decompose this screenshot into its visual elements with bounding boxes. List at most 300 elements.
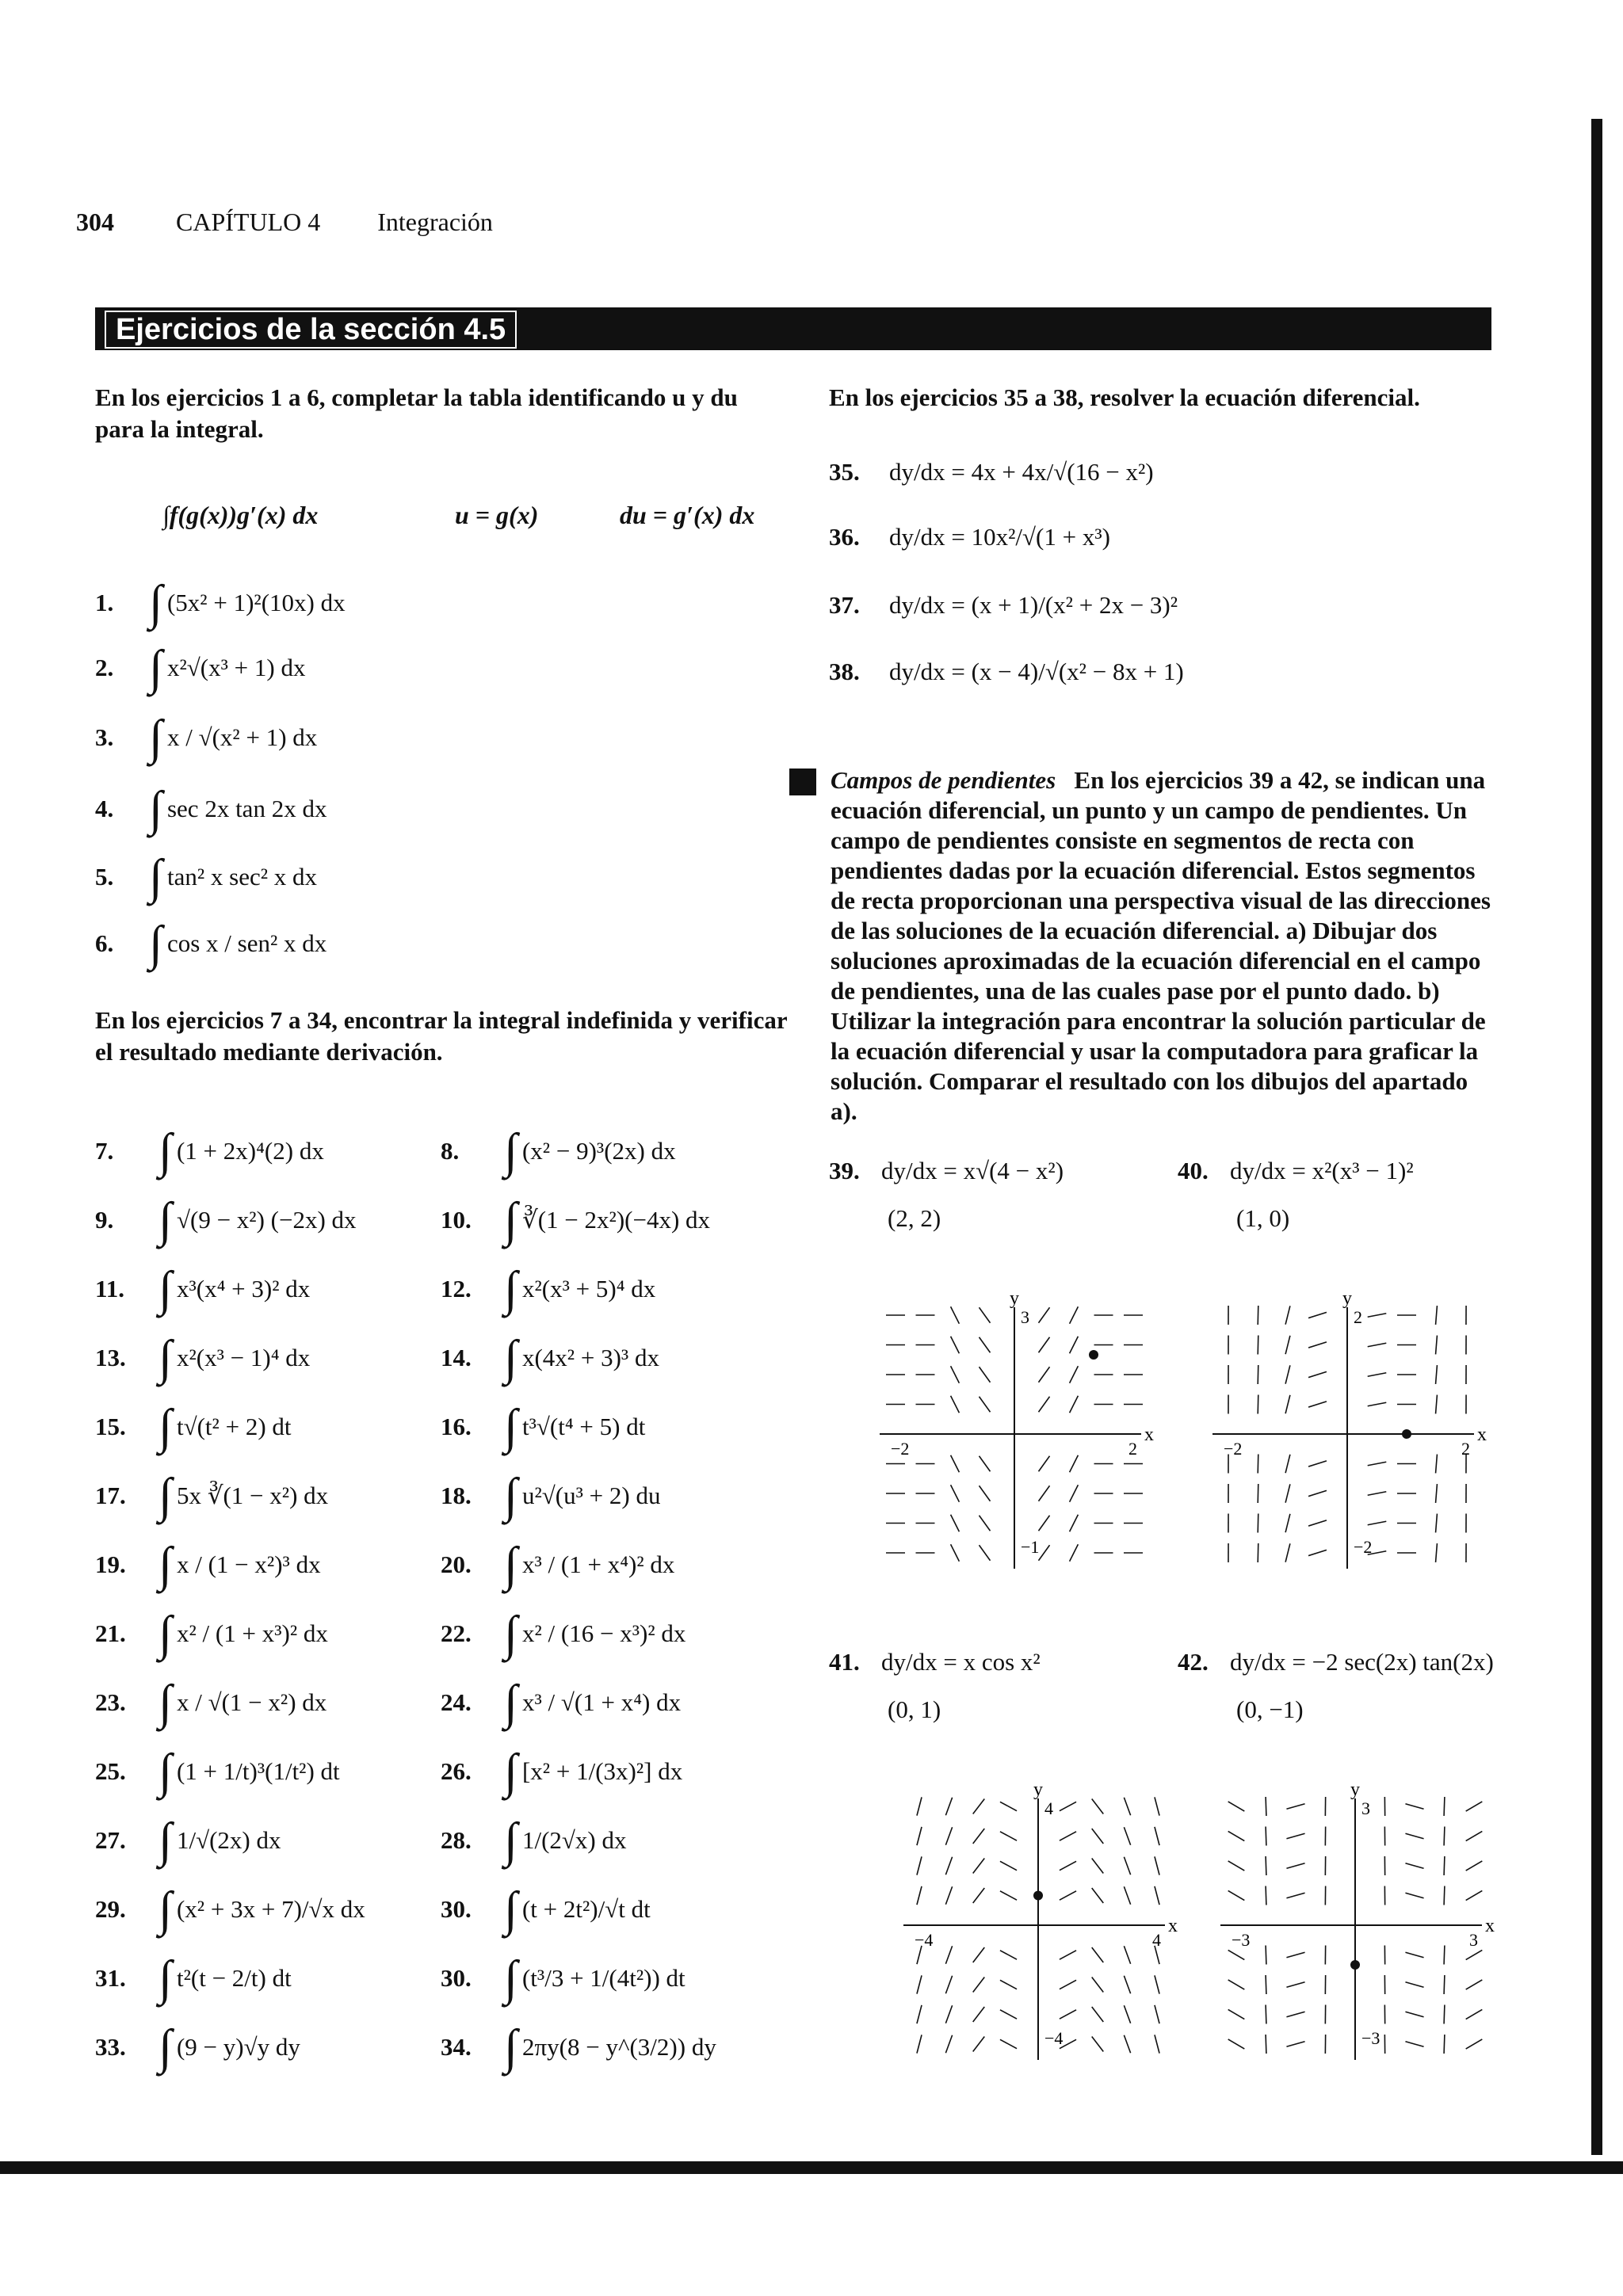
exercise-expression: dy/dx = x²(x³ − 1)² bbox=[1230, 1157, 1414, 1184]
exercise-item bbox=[441, 1676, 682, 1730]
integral-sign: ∫ bbox=[158, 1400, 172, 1454]
slope-segment bbox=[945, 1886, 952, 1905]
slope-segment bbox=[1000, 1980, 1017, 1989]
exercise-expression: (5x² + 1)²(10x) dx bbox=[166, 589, 346, 616]
slope-segment bbox=[1038, 1397, 1049, 1412]
slope-segment bbox=[945, 1798, 952, 1816]
exercise-expression: 1/(2√x) dx bbox=[521, 1826, 627, 1854]
exercise-item bbox=[95, 711, 318, 765]
slope-segment bbox=[1285, 1514, 1290, 1532]
exercise-item bbox=[441, 1747, 682, 1796]
slope-segment bbox=[1285, 1336, 1290, 1354]
exercise-item bbox=[95, 1676, 327, 1730]
exercise-expression: cos x / sen² x dx bbox=[166, 929, 327, 957]
slope-segment bbox=[1368, 1462, 1387, 1466]
exercise-expression: x³ / (1 + x⁴)² dx bbox=[521, 1550, 675, 1578]
slope-segment bbox=[1466, 2039, 1483, 2049]
slope-segment bbox=[1228, 1802, 1245, 1811]
slope-segment bbox=[951, 1455, 960, 1472]
integral-sign: ∫ bbox=[158, 1262, 172, 1316]
exercise-number: 26. bbox=[441, 1757, 472, 1785]
slope-segment bbox=[1285, 1395, 1290, 1413]
integral-sign: ∫ bbox=[504, 1882, 517, 1936]
slope-segment bbox=[1070, 1366, 1079, 1383]
tick-label-x-right: 4 bbox=[1152, 1930, 1161, 1950]
slope-segment bbox=[1092, 1947, 1104, 1962]
slope-field-graph bbox=[1205, 1291, 1490, 1577]
slope-segment bbox=[1060, 2010, 1076, 2019]
slope-segment bbox=[1070, 1515, 1079, 1531]
slope-segment bbox=[951, 1485, 960, 1501]
slope-segment bbox=[917, 1827, 922, 1845]
slope-segment bbox=[1405, 2042, 1423, 2047]
slope-segment bbox=[1155, 1886, 1159, 1905]
exercise-expression: dy/dx = (x − 4)/√(x² − 8x + 1) bbox=[889, 658, 1184, 685]
exercise-expression: 1/√(2x) dx bbox=[176, 1826, 281, 1854]
exercise-expression: x / (1 − x²)³ dx bbox=[176, 1550, 321, 1578]
tick-label-x-right: 3 bbox=[1469, 1930, 1478, 1950]
integral-sign: ∫ bbox=[504, 2020, 517, 2074]
slope-field-text: En los ejercicios 39 a 42, se indican una ecuación diferencial, un punto y un campo de pendientes. Un campo de pendientes consiste en segmentos de recta con pendientes dadas por la ecuación diferencial. Estos segmentos de recta proporcionan una perspectiva visual de las direcciones de las soluciones de la ecuación diferencial. a) Dibujar dos soluciones aproximadas de la ecuación diferencial en el campo de pendientes, una de las cuales pase por el punto dado. b) Utilizar la integración para encontrar la solución particular de la ecuación diferencial y usar la computadora para graficar la solución. Comparar el resultado con los dibujos del apartado a). bbox=[831, 766, 1491, 1125]
slope-segment bbox=[1092, 1858, 1104, 1873]
slope-segment bbox=[1155, 2005, 1159, 2023]
slope-segment bbox=[1405, 1952, 1423, 1958]
exercise-number: 39. bbox=[829, 1157, 860, 1184]
slope-segment bbox=[945, 1976, 952, 1994]
slope-segment bbox=[1436, 1395, 1438, 1414]
slope-segment bbox=[973, 1829, 985, 1844]
initial-point: (2, 2) bbox=[888, 1204, 941, 1232]
exercise-expression: (1 + 2x)⁴(2) dx bbox=[176, 1137, 324, 1165]
slope-segment bbox=[973, 1888, 985, 1903]
slope-segment bbox=[1000, 2039, 1017, 2048]
slope-segment bbox=[1038, 1516, 1049, 1531]
exercise-number: 10. bbox=[441, 1206, 472, 1234]
page-edge-right bbox=[1591, 119, 1602, 2155]
integral-sign: ∫ bbox=[158, 1882, 172, 1936]
slope-segment bbox=[1228, 2039, 1245, 2049]
tick-label-y-bottom: −4 bbox=[1044, 2028, 1064, 2048]
slope-field-graph bbox=[1212, 1783, 1498, 2068]
tick-label-y-top: 3 bbox=[1021, 1307, 1029, 1327]
exercise-expression: 2πy(8 − y^(3/2)) dy bbox=[521, 2033, 716, 2061]
slope-segment bbox=[1124, 1976, 1130, 1994]
exercise-number: 8. bbox=[441, 1137, 460, 1165]
integral-sign: ∫ bbox=[504, 1193, 517, 1247]
slope-segment bbox=[1444, 1946, 1445, 1965]
integral-sign: ∫ bbox=[158, 2020, 172, 2074]
integral-sign: ∫ bbox=[149, 711, 162, 765]
exercise-number: 13. bbox=[95, 1344, 126, 1371]
exercise-item bbox=[95, 1747, 340, 1796]
slope-segment bbox=[1466, 1861, 1483, 1871]
slope-segment bbox=[979, 1516, 990, 1531]
exercise-number: 42. bbox=[1178, 1648, 1209, 1676]
slope-segment bbox=[1466, 1890, 1483, 1900]
tick-label-x-right: 2 bbox=[1128, 1439, 1137, 1459]
table-header-du: du = g′(x) dx bbox=[620, 501, 755, 529]
exercise-item bbox=[829, 658, 1184, 686]
slope-segment bbox=[1070, 1337, 1079, 1353]
slope-segment bbox=[1308, 1312, 1327, 1318]
slope-segment bbox=[1070, 1306, 1079, 1323]
exercise-expression: t√(t² + 2) dt bbox=[176, 1413, 292, 1440]
slope-segment bbox=[1092, 2007, 1104, 2022]
y-axis-label: y bbox=[1010, 1291, 1019, 1309]
exercise-number: 19. bbox=[95, 1550, 126, 1578]
integral-sign: ∫ bbox=[504, 1331, 517, 1385]
slope-segment bbox=[1466, 1831, 1483, 1840]
exercise-item bbox=[441, 1400, 646, 1454]
exercise-number: 12. bbox=[441, 1275, 472, 1302]
slope-segment bbox=[1228, 1861, 1245, 1871]
exercise-item bbox=[441, 2020, 716, 2074]
integral-sign: ∫ bbox=[158, 1814, 172, 1867]
exercise-expression: dy/dx = 4x + 4x/√(16 − x²) bbox=[889, 458, 1154, 486]
slope-segment bbox=[973, 1977, 985, 1992]
slope-segment bbox=[1228, 1890, 1245, 1900]
exercise-expression: x² / (16 − x³)² dx bbox=[521, 1619, 686, 1647]
exercise-item bbox=[95, 1124, 324, 1178]
instructions-1-6: En los ejercicios 1 a 6, completar la tabla identificando u y du para la integral. bbox=[95, 383, 738, 443]
exercise-expression: dy/dx = 10x²/√(1 + x³) bbox=[889, 523, 1110, 551]
exercise-expression: (x² − 9)³(2x) dx bbox=[521, 1137, 676, 1165]
slope-segment bbox=[973, 1798, 985, 1814]
integral-sign: ∫ bbox=[149, 782, 162, 836]
given-point-marker bbox=[1350, 1960, 1360, 1970]
slope-segment bbox=[1436, 1365, 1438, 1384]
slope-segment bbox=[1038, 1486, 1049, 1501]
slope-segment bbox=[1092, 1888, 1104, 1903]
exercise-number: 2. bbox=[95, 654, 114, 681]
slope-segment bbox=[1436, 1543, 1438, 1562]
slope-segment bbox=[945, 1827, 952, 1845]
exercise-item bbox=[829, 458, 1154, 486]
tick-label-x-left: −2 bbox=[891, 1439, 910, 1459]
chapter-title: Integración bbox=[377, 208, 493, 236]
slope-segment bbox=[1308, 1461, 1327, 1466]
tick-label-y-top: 2 bbox=[1354, 1307, 1362, 1327]
slope-segment bbox=[1124, 1857, 1130, 1875]
integral-sign: ∫ bbox=[149, 850, 162, 904]
integral-sign: ∫ bbox=[158, 1951, 172, 2005]
exercise-number: 40. bbox=[1178, 1157, 1209, 1184]
exercise-number: 14. bbox=[441, 1344, 472, 1371]
exercise-number: 30. bbox=[441, 1895, 472, 1923]
exercise-expression: sec 2x tan 2x dx bbox=[166, 795, 327, 822]
slope-segment bbox=[1444, 1975, 1445, 1994]
slope-segment bbox=[979, 1545, 990, 1560]
tick-label-x-left: −2 bbox=[1224, 1439, 1243, 1459]
exercise-number: 3. bbox=[95, 723, 114, 751]
slope-segment bbox=[1070, 1485, 1079, 1501]
table-header-integral: ∫f(g(x))g′(x) dx bbox=[162, 501, 319, 529]
exercise-number: 36. bbox=[829, 523, 860, 551]
slope-segment bbox=[1368, 1521, 1387, 1525]
slope-segment bbox=[1308, 1550, 1327, 1555]
initial-point: (0, 1) bbox=[888, 1695, 941, 1723]
given-point-marker bbox=[1089, 1350, 1098, 1360]
exercise-item bbox=[441, 1193, 711, 1247]
exercise-number: 18. bbox=[441, 1482, 472, 1509]
slope-segment bbox=[979, 1307, 990, 1322]
slope-segment bbox=[1466, 1980, 1483, 1989]
exercise-expression: dy/dx = −2 sec(2x) tan(2x) bbox=[1230, 1648, 1494, 1676]
slope-segment bbox=[1308, 1371, 1327, 1377]
slope-segment bbox=[1070, 1544, 1079, 1561]
slope-segment bbox=[1124, 1798, 1130, 1816]
exercise-item bbox=[95, 917, 327, 971]
slope-segment bbox=[1308, 1342, 1327, 1348]
exercise-expression: 5x ∛(1 − x²) dx bbox=[176, 1482, 329, 1509]
slope-segment bbox=[1155, 1827, 1159, 1845]
slope-segment bbox=[1124, 2035, 1130, 2054]
exercise-item bbox=[829, 523, 1110, 551]
slope-segment bbox=[951, 1515, 960, 1531]
exercise-item bbox=[95, 1400, 292, 1454]
tick-label-y-bottom: −3 bbox=[1361, 2028, 1381, 2048]
slope-segment bbox=[1466, 2009, 1483, 2019]
exercise-item bbox=[95, 576, 346, 630]
exercise-number: 28. bbox=[441, 1826, 472, 1854]
slope-segment bbox=[1405, 1863, 1423, 1869]
tick-label-y-top: 4 bbox=[1044, 1798, 1053, 1818]
slope-segment bbox=[1286, 1893, 1304, 1898]
exercise-item bbox=[95, 1816, 281, 1865]
slope-segment bbox=[945, 2005, 952, 2023]
slope-segment bbox=[951, 1544, 960, 1561]
slope-segment bbox=[1286, 1863, 1304, 1869]
slope-segment bbox=[1070, 1455, 1079, 1472]
slope-segment bbox=[1070, 1396, 1079, 1413]
exercise-number: 5. bbox=[95, 863, 114, 891]
integral-sign: ∫ bbox=[504, 1745, 517, 1798]
integral-sign: ∫ bbox=[158, 1676, 172, 1730]
slope-segment bbox=[1405, 1982, 1423, 1988]
exercise-expression: (9 − y)√y dy bbox=[176, 2033, 300, 2061]
integral-sign: ∫ bbox=[149, 641, 162, 695]
exercise-number: 35. bbox=[829, 458, 860, 486]
exercise-expression: t³√(t⁴ + 5) dt bbox=[521, 1413, 646, 1440]
slope-segment bbox=[1155, 1975, 1159, 1993]
integral-sign: ∫ bbox=[504, 1951, 517, 2005]
slope-segment bbox=[1038, 1367, 1049, 1382]
exercise-expression: u²√(u³ + 2) du bbox=[521, 1482, 661, 1509]
tick-label-x-left: −3 bbox=[1232, 1930, 1251, 1950]
exercise-item bbox=[441, 1469, 661, 1523]
slope-segment bbox=[979, 1337, 990, 1352]
slope-segment bbox=[1000, 1861, 1017, 1870]
exercise-number: 38. bbox=[829, 658, 860, 685]
exercise-item bbox=[95, 641, 306, 695]
slope-segment bbox=[1092, 1798, 1104, 1814]
exercise-item bbox=[95, 1951, 292, 2005]
integral-sign: ∫ bbox=[504, 1124, 517, 1178]
slope-segment bbox=[979, 1486, 990, 1501]
exercise-number: 23. bbox=[95, 1688, 126, 1716]
page-edge-bottom bbox=[0, 2161, 1623, 2174]
slope-segment bbox=[973, 1858, 985, 1873]
slope-segment bbox=[1038, 1545, 1049, 1560]
slope-segment bbox=[1155, 1797, 1159, 1815]
exercise-item bbox=[829, 1648, 1041, 1676]
exercise-expression: x³ / √(1 + x⁴) dx bbox=[521, 1688, 682, 1716]
integral-sign: ∫ bbox=[158, 1538, 172, 1592]
slope-segment bbox=[1368, 1492, 1387, 1496]
slope-segment bbox=[917, 2005, 922, 2023]
slope-segment bbox=[1308, 1490, 1327, 1496]
integral-sign: ∫ bbox=[158, 1193, 172, 1247]
slope-segment bbox=[1444, 2005, 1445, 2024]
given-point-marker bbox=[1402, 1429, 1411, 1439]
exercise-item bbox=[441, 1882, 651, 1936]
exercise-number: 16. bbox=[441, 1413, 472, 1440]
exercise-item bbox=[1178, 1157, 1414, 1185]
slope-segment bbox=[1436, 1306, 1438, 1325]
slope-segment bbox=[1092, 1977, 1104, 1992]
exercise-number: 24. bbox=[441, 1688, 472, 1716]
slope-segment bbox=[1060, 1951, 1076, 1959]
slope-segment bbox=[917, 2035, 922, 2053]
slope-segment bbox=[1285, 1455, 1290, 1473]
slope-segment bbox=[1124, 1886, 1130, 1905]
exercise-number: 1. bbox=[95, 589, 114, 616]
slope-segment bbox=[1285, 1543, 1290, 1562]
slope-segment bbox=[1308, 1520, 1327, 1526]
exercise-item bbox=[95, 2020, 300, 2074]
slope-field-instructions bbox=[831, 765, 1496, 1127]
integral-sign: ∫ bbox=[158, 1607, 172, 1661]
instructions-7-34: En los ejercicios 7 a 34, encontrar la integral indefinida y verificar el resultado mediante derivación. bbox=[95, 1006, 788, 1066]
slope-segment bbox=[1000, 1802, 1017, 1810]
exercise-item bbox=[95, 1469, 329, 1523]
slope-segment bbox=[973, 1947, 985, 1962]
exercise-expression: x³(x⁴ + 3)² dx bbox=[176, 1275, 311, 1302]
exercise-number: 27. bbox=[95, 1826, 126, 1854]
section-marker-square bbox=[789, 769, 816, 795]
slope-segment bbox=[1436, 1514, 1438, 1533]
slope-segment bbox=[1124, 2005, 1130, 2023]
exercise-expression: x / √(x² + 1) dx bbox=[166, 723, 318, 751]
slope-segment bbox=[1060, 1832, 1076, 1840]
exercise-expression: x² / (1 + x³)² dx bbox=[176, 1619, 328, 1647]
x-axis-label: x bbox=[1168, 1916, 1178, 1936]
slope-segment bbox=[1436, 1336, 1438, 1355]
initial-point: (1, 0) bbox=[1236, 1204, 1290, 1232]
slope-segment bbox=[1436, 1455, 1438, 1474]
slope-segment bbox=[917, 1797, 922, 1815]
slope-field-graph bbox=[896, 1783, 1181, 2068]
integral-sign: ∫ bbox=[149, 917, 162, 971]
exercise-expression: (t + 2t²)/√t dt bbox=[521, 1895, 651, 1923]
slope-segment bbox=[1285, 1306, 1290, 1324]
slope-segment bbox=[1466, 1802, 1483, 1811]
integral-sign: ∫ bbox=[504, 1469, 517, 1523]
exercise-number: 37. bbox=[829, 591, 860, 619]
slope-segment bbox=[1060, 1980, 1076, 1989]
tick-label-y-bottom: −1 bbox=[1021, 1537, 1040, 1557]
slope-segment bbox=[1060, 1891, 1076, 1900]
exercise-item bbox=[95, 1193, 357, 1247]
slope-segment bbox=[917, 1886, 922, 1905]
exercise-number: 25. bbox=[95, 1757, 126, 1785]
exercise-number: 9. bbox=[95, 1206, 114, 1234]
exercise-number: 29. bbox=[95, 1895, 126, 1923]
integral-sign: ∫ bbox=[504, 1400, 517, 1454]
exercise-item bbox=[829, 1157, 1064, 1185]
slope-segment bbox=[1286, 1804, 1304, 1810]
exercise-number: 11. bbox=[95, 1275, 125, 1302]
exercise-expression: tan² x sec² x dx bbox=[166, 863, 318, 891]
exercise-item bbox=[441, 1264, 655, 1314]
y-axis-label: y bbox=[1350, 1783, 1360, 1800]
slope-segment bbox=[951, 1366, 960, 1383]
chapter-label: CAPÍTULO 4 bbox=[176, 208, 321, 236]
exercise-number: 21. bbox=[95, 1619, 126, 1647]
exercise-item bbox=[95, 1264, 310, 1314]
exercise-item bbox=[829, 591, 1178, 620]
slope-segment bbox=[1124, 1827, 1130, 1845]
exercise-number: 31. bbox=[95, 1964, 126, 1992]
slope-segment bbox=[1466, 1950, 1483, 1959]
slope-segment bbox=[1000, 1832, 1017, 1840]
y-axis-label: y bbox=[1033, 1783, 1043, 1800]
slope-segment bbox=[1444, 1856, 1445, 1875]
slope-segment bbox=[1038, 1456, 1049, 1471]
slope-segment bbox=[1444, 2035, 1445, 2054]
slope-segment bbox=[1000, 1951, 1017, 1959]
running-head bbox=[76, 208, 493, 237]
integral-sign: ∫ bbox=[504, 1262, 517, 1316]
slope-segment bbox=[1436, 1484, 1438, 1503]
slope-segment bbox=[1000, 2010, 1017, 2019]
slope-segment bbox=[917, 1856, 922, 1875]
slope-segment bbox=[973, 2007, 985, 2022]
slope-segment bbox=[1155, 2035, 1159, 2053]
table-header-u: u = g(x) bbox=[455, 501, 539, 529]
given-point-marker bbox=[1033, 1891, 1043, 1901]
exercise-item bbox=[95, 1538, 321, 1592]
exercise-item bbox=[441, 1607, 686, 1661]
slope-segment bbox=[1405, 2012, 1423, 2017]
exercise-expression: x²√(x³ + 1) dx bbox=[166, 654, 306, 681]
slope-segment bbox=[945, 1857, 952, 1875]
exercise-number: 41. bbox=[829, 1648, 860, 1676]
integral-sign: ∫ bbox=[504, 1538, 517, 1592]
exercise-number: 20. bbox=[441, 1550, 472, 1578]
exercise-number: 34. bbox=[441, 2033, 472, 2061]
integral-sign: ∫ bbox=[504, 1814, 517, 1867]
slope-segment bbox=[1444, 1886, 1445, 1905]
integral-sign: ∫ bbox=[158, 1124, 172, 1178]
slope-segment bbox=[1368, 1343, 1387, 1347]
tick-label-x-right: 2 bbox=[1461, 1439, 1470, 1459]
exercise-expression: √(9 − x²) (−2x) dx bbox=[176, 1206, 357, 1234]
exercise-number: 15. bbox=[95, 1413, 126, 1440]
slope-segment bbox=[1060, 1861, 1076, 1870]
slope-segment bbox=[1444, 1827, 1445, 1846]
exercise-item bbox=[95, 1607, 328, 1661]
exercise-number: 6. bbox=[95, 929, 114, 957]
exercise-expression: (1 + 1/t)³(1/t²) dt bbox=[176, 1757, 340, 1785]
slope-segment bbox=[1368, 1402, 1387, 1406]
integral-sign: ∫ bbox=[158, 1745, 172, 1798]
slope-segment bbox=[1405, 1833, 1423, 1839]
exercise-number: 22. bbox=[441, 1619, 472, 1647]
slope-segment bbox=[1228, 1950, 1245, 1959]
slope-segment bbox=[1060, 1802, 1076, 1810]
tick-label-y-bottom: −2 bbox=[1354, 1537, 1373, 1557]
